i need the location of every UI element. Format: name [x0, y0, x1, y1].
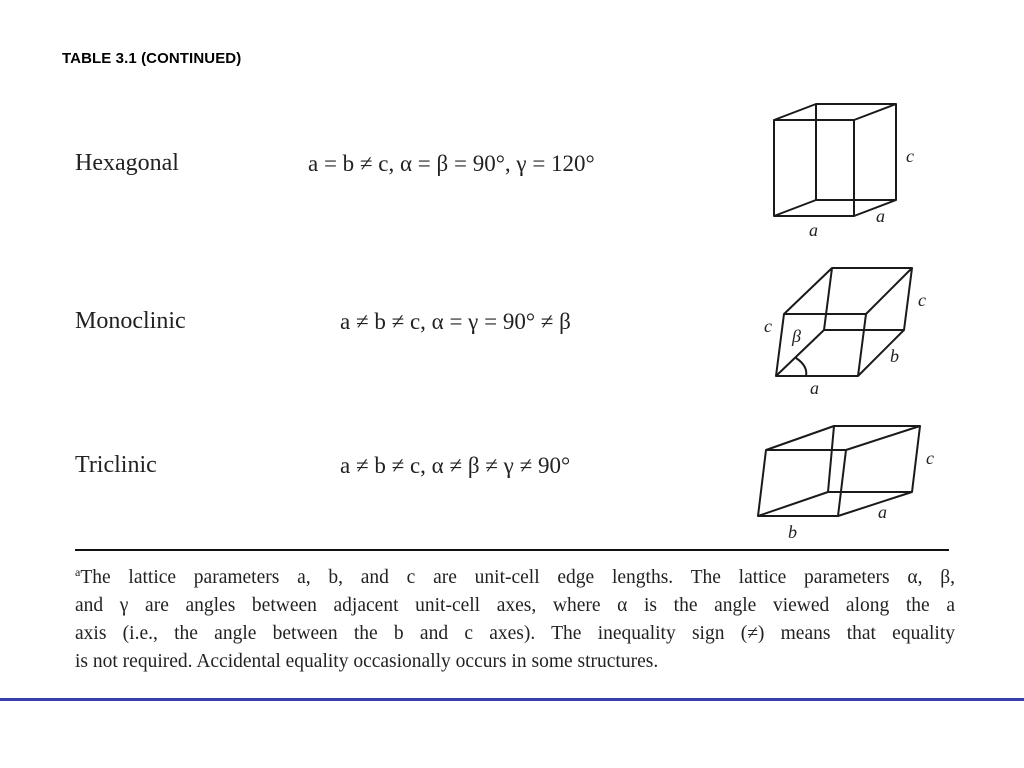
row-name-triclinic: Triclinic	[75, 452, 157, 478]
page-title: TABLE 3.1 (CONTINUED)	[62, 50, 242, 67]
row-formula-triclinic: a ≠ b ≠ c, α ≠ β ≠ γ ≠ 90°	[340, 453, 571, 478]
bottom-accent-bar	[0, 698, 1024, 701]
footnote-divider	[75, 549, 949, 551]
tri-label-c: c	[926, 448, 934, 468]
row-formula-monoclinic: a ≠ b ≠ c, α = γ = 90° ≠ β	[340, 309, 571, 334]
monoclinic-cell-diagram	[756, 262, 946, 402]
row-name-monoclinic: Monoclinic	[75, 308, 186, 334]
footnote-line-1-text: The lattice parameters a, b, and c are unit-cell edge lengths. The lattice parameters α, β,	[80, 567, 955, 588]
footnote-line-3: axis (i.e., the angle between the b and c axes). The inequality sign (≠) means that equality	[75, 623, 955, 644]
tri-label-a: a	[878, 502, 887, 522]
mono-label-beta: β	[792, 326, 801, 346]
footnote-marker: a	[75, 565, 81, 579]
triclinic-cell-diagram	[748, 420, 948, 545]
row-name-hexagonal: Hexagonal	[75, 150, 179, 176]
footnote-line-2: and γ are angles between adjacent unit-cell axes, where α is the angle viewed along the a	[75, 595, 955, 616]
row-formula-hexagonal: a = b ≠ c, α = β = 90°, γ = 120°	[308, 151, 595, 176]
mono-label-c-right: c	[918, 290, 926, 310]
mono-label-a: a	[810, 378, 819, 398]
mono-label-b: b	[890, 346, 899, 366]
tri-label-b: b	[788, 522, 797, 542]
footnote-line-4: is not required. Accidental equality occasionally occurs in some structures.	[75, 651, 659, 672]
mono-label-c-left: c	[764, 316, 772, 336]
footnote	[75, 564, 955, 676]
footnote-line-1	[75, 564, 955, 592]
hex-label-a-bottom: a	[809, 220, 818, 240]
hex-label-c: c	[906, 146, 914, 166]
hexagonal-cell-diagram	[760, 96, 940, 246]
hex-label-a-side: a	[876, 206, 885, 226]
